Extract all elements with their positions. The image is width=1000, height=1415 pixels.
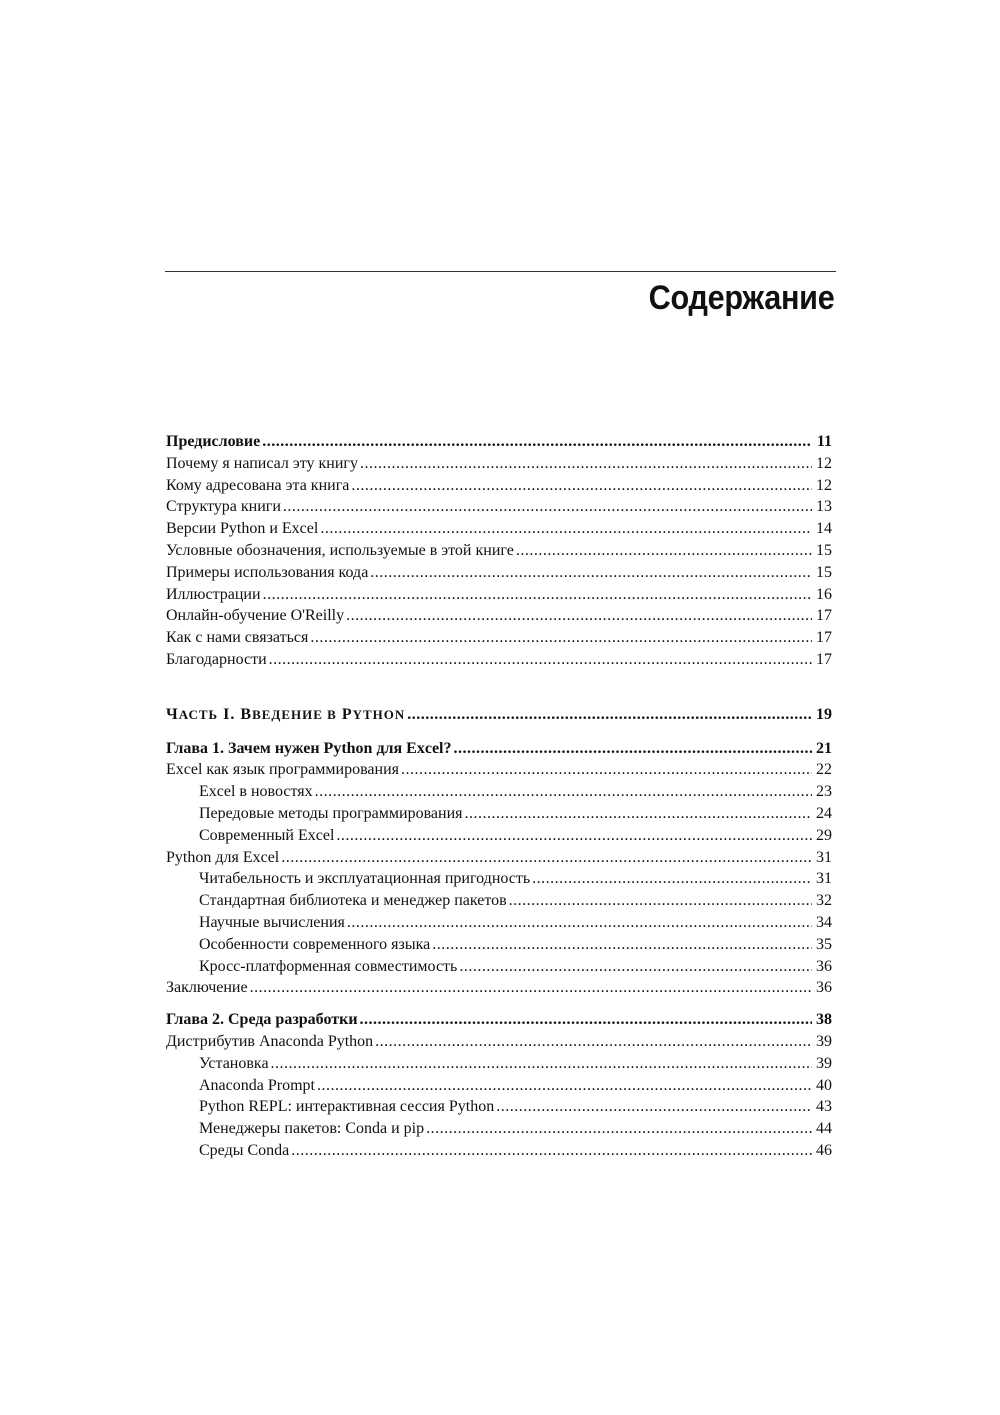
toc-page-number: 29 [816, 826, 832, 844]
toc-page-number: 46 [816, 1141, 832, 1159]
toc-subsection-entry[interactable] [166, 958, 832, 980]
toc-subsection-entry[interactable] [166, 914, 832, 936]
toc-page-number: 36 [816, 979, 832, 997]
toc-section-entry[interactable] [166, 498, 832, 520]
toc-subsection-entry[interactable] [166, 1055, 832, 1077]
toc-subsection-entry[interactable] [166, 1077, 832, 1099]
toc-entry-label: Структура книги [166, 498, 281, 516]
title-rule [165, 271, 836, 272]
toc-section-entry[interactable] [166, 651, 832, 673]
toc-section-entry[interactable] [166, 564, 832, 586]
toc-entry-label: Anaconda Prompt [199, 1076, 315, 1094]
toc-dot-leader [269, 651, 812, 669]
toc-dot-leader [360, 1011, 812, 1029]
toc-entry-label: Установка [199, 1054, 269, 1072]
toc-entry-label: Читабельность и эксплуатационная пригодность [199, 870, 531, 888]
toc-dot-leader [271, 1055, 812, 1073]
toc-dot-leader [347, 914, 812, 932]
toc-page-number: 24 [816, 804, 832, 822]
toc-entry-label: Кому адресована эта книга [166, 476, 350, 494]
toc-page-number: 21 [816, 739, 832, 757]
toc-dot-leader [426, 1120, 812, 1138]
toc-section-entry[interactable] [166, 607, 832, 629]
toc-dot-leader [315, 783, 812, 801]
toc-dot-leader [360, 455, 812, 473]
toc-entry-label: Благодарности [166, 650, 267, 668]
toc-entry-label: Excel в новостях [199, 783, 313, 801]
toc-page-number: 36 [816, 957, 832, 975]
toc-entry-label: Python для Excel [166, 848, 280, 866]
table-of-contents [166, 433, 832, 1164]
toc-entry-label: Условные обозначения, используемые в этой книге [166, 541, 514, 559]
toc-entry-label: Стандартная библиотека и менеджер пакетов [199, 892, 507, 910]
toc-section-entry[interactable] [166, 586, 832, 608]
toc-dot-leader [262, 433, 812, 451]
toc-page-number: 35 [816, 935, 832, 953]
toc-dot-leader [370, 564, 812, 582]
toc-entry-label: ЧАСТЬ I. ВВЕДЕНИЕ В PYTHON [166, 705, 406, 723]
toc-dot-leader [375, 1033, 812, 1051]
toc-page-number: 22 [816, 761, 832, 779]
toc-subsection-entry[interactable] [166, 1120, 832, 1142]
toc-entry-label: Примеры использования кода [166, 563, 369, 581]
toc-section-entry[interactable] [166, 520, 832, 542]
toc-entry-label: Excel как язык программирования [166, 761, 399, 779]
toc-page-number: 44 [816, 1120, 832, 1138]
toc-dot-leader [346, 607, 812, 625]
toc-subsection-entry[interactable] [166, 892, 832, 914]
toc-entry-label: Онлайн-обучение O'Reilly [166, 607, 345, 625]
toc-page-number: 23 [816, 783, 832, 801]
toc-page-number: 14 [816, 520, 832, 538]
toc-page-number: 31 [816, 848, 832, 866]
toc-dot-leader [320, 520, 812, 538]
toc-heading-entry[interactable] [166, 433, 832, 455]
toc-dot-leader [250, 979, 812, 997]
toc-section-entry[interactable] [166, 542, 832, 564]
toc-subsection-entry[interactable] [166, 1098, 832, 1120]
toc-entry-label: Научные вычисления [199, 913, 345, 931]
toc-dot-leader [459, 958, 812, 976]
toc-dot-leader [283, 498, 812, 516]
toc-page-number: 13 [816, 498, 832, 516]
toc-dot-leader [453, 740, 812, 758]
toc-page-number: 39 [816, 1032, 832, 1050]
toc-page-number: 17 [816, 629, 832, 647]
toc-section-entry[interactable] [166, 629, 832, 651]
toc-dot-leader [407, 706, 812, 724]
toc-dot-leader [516, 542, 812, 560]
toc-section-chapter-2 [166, 1011, 832, 1164]
toc-section-entry[interactable] [166, 849, 832, 871]
toc-entry-label: Кросс-платформенная совместимость [199, 957, 458, 975]
toc-page-number: 43 [816, 1098, 832, 1116]
toc-dot-leader [281, 849, 812, 867]
toc-dot-leader [310, 629, 812, 647]
toc-entry-label: Предисловие [166, 433, 261, 450]
toc-section-entry[interactable] [166, 455, 832, 477]
toc-page-number: 32 [816, 892, 832, 910]
toc-entry-label: Среды Conda [199, 1141, 290, 1159]
toc-page-number: 38 [816, 1011, 832, 1029]
toc-subsection-entry[interactable] [166, 936, 832, 958]
toc-section-preface [166, 433, 832, 673]
toc-part-1[interactable] [166, 706, 832, 728]
toc-section-entry[interactable] [166, 477, 832, 499]
toc-page-number: 11 [816, 433, 832, 450]
toc-entry-label: Заключение [166, 979, 248, 997]
toc-subsection-entry[interactable] [166, 1142, 832, 1164]
toc-page-number: 12 [816, 454, 832, 472]
toc-subsection-entry[interactable] [166, 870, 832, 892]
toc-page-number: 40 [816, 1076, 832, 1094]
toc-dot-leader [532, 870, 812, 888]
toc-entry-label: Как с нами связаться [166, 629, 309, 647]
toc-dot-leader [336, 827, 812, 845]
toc-entry-label: Глава 2. Среда разработки [166, 1011, 358, 1029]
toc-entry-label: Менеджеры пакетов: Conda и pip [199, 1120, 425, 1138]
toc-page-number: 16 [816, 585, 832, 603]
toc-dot-leader [432, 936, 812, 954]
toc-subsection-entry[interactable] [166, 805, 832, 827]
toc-page-number: 12 [816, 476, 832, 494]
toc-section-entry[interactable] [166, 979, 832, 1001]
toc-entry-label: Передовые методы программирования [199, 804, 463, 822]
toc-dot-leader [401, 761, 812, 779]
toc-entry-label: Особенности современного языка [199, 935, 431, 953]
toc-entry-label: Дистрибутив Anaconda Python [166, 1032, 374, 1050]
toc-entry-label: Python REPL: интерактивная сессия Python [199, 1098, 495, 1116]
toc-heading-entry[interactable] [166, 1011, 832, 1033]
toc-page-number: 31 [816, 870, 832, 888]
toc-page-number: 19 [816, 705, 832, 723]
toc-page-number: 17 [816, 607, 832, 625]
toc-heading-entry[interactable] [166, 740, 832, 762]
toc-dot-leader [465, 805, 813, 823]
toc-section-entry[interactable] [166, 1033, 832, 1055]
toc-dot-leader [291, 1142, 812, 1160]
toc-entry-label: Современный Excel [199, 826, 335, 844]
toc-dot-leader [351, 477, 812, 495]
toc-dot-leader [496, 1098, 812, 1116]
toc-page-number: 17 [816, 650, 832, 668]
toc-entry-label: Версии Python и Excel [166, 520, 319, 538]
toc-page-number: 15 [816, 563, 832, 581]
toc-section-chapter-1 [166, 740, 832, 1002]
toc-page-number: 34 [816, 913, 832, 931]
toc-entry-label: Почему я написал эту книгу [166, 454, 358, 472]
toc-entry-label: Глава 1. Зачем нужен Python для Excel? [166, 739, 452, 757]
toc-section-entry[interactable] [166, 761, 832, 783]
toc-subsection-entry[interactable] [166, 783, 832, 805]
toc-subsection-entry[interactable] [166, 827, 832, 849]
toc-dot-leader [317, 1077, 812, 1095]
toc-entry-label: Иллюстрации [166, 585, 261, 603]
toc-dot-leader [509, 892, 812, 910]
toc-page-number: 39 [816, 1054, 832, 1072]
toc-dot-leader [263, 586, 812, 604]
page-title: Содержание [648, 279, 834, 317]
toc-page-number: 15 [816, 541, 832, 559]
